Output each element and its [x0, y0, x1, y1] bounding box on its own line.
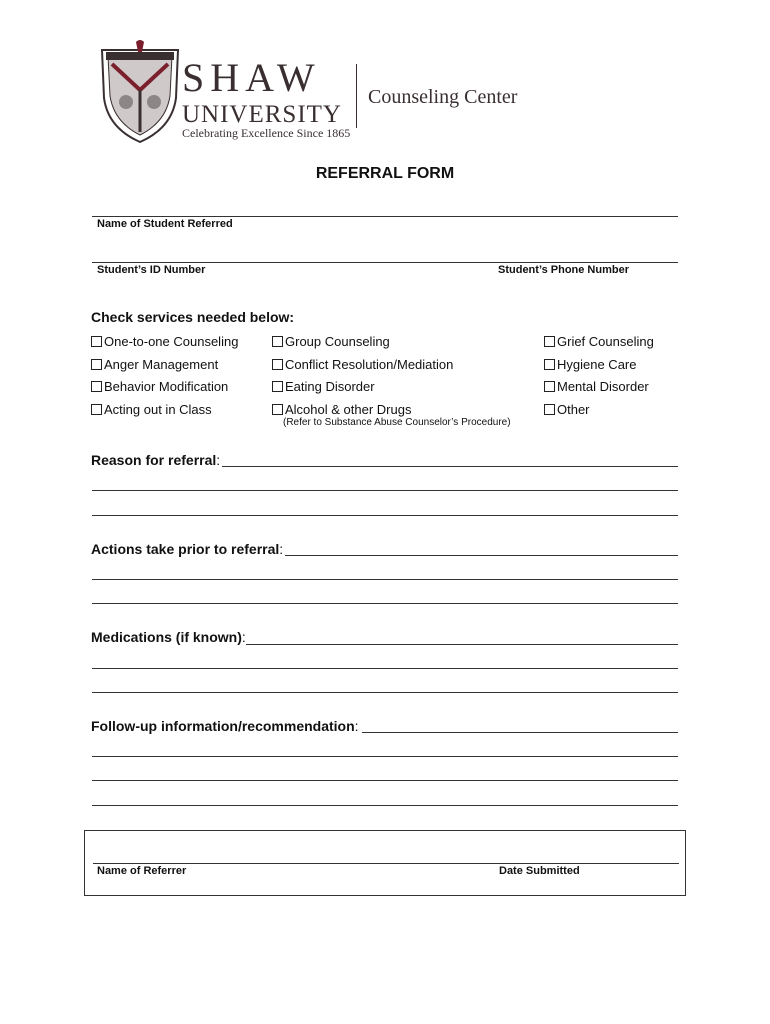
checkbox[interactable]	[91, 404, 102, 415]
checkbox[interactable]	[544, 359, 555, 370]
student-name-line	[92, 216, 678, 217]
service-option[interactable]: Hygiene Care	[544, 357, 637, 372]
checkbox[interactable]	[91, 359, 102, 370]
checkbox[interactable]	[272, 359, 283, 370]
followup-label: Follow-up information/recommendation:	[91, 718, 359, 734]
reason-line[interactable]	[92, 515, 678, 516]
actions-line[interactable]	[285, 555, 678, 556]
student-id-label: Student’s ID Number	[97, 264, 206, 276]
referrer-signature-line[interactable]	[93, 863, 679, 864]
followup-line[interactable]	[92, 780, 678, 781]
checkbox[interactable]	[91, 381, 102, 392]
university-name-line1: SHAW	[182, 55, 321, 100]
checkbox[interactable]	[544, 381, 555, 392]
medications-line[interactable]	[92, 668, 678, 669]
service-option[interactable]: Group Counseling	[272, 334, 390, 349]
reason-line[interactable]	[222, 466, 678, 467]
university-crest-icon	[98, 40, 182, 144]
checkbox[interactable]	[91, 336, 102, 347]
student-name-label: Name of Student Referred	[97, 218, 233, 230]
actions-line[interactable]	[92, 579, 678, 580]
university-name-line2: UNIVERSITY	[182, 101, 342, 128]
service-option[interactable]: Eating Disorder	[272, 379, 375, 394]
checkbox[interactable]	[272, 381, 283, 392]
referrer-name-label: Name of Referrer	[97, 865, 187, 877]
followup-line[interactable]	[92, 756, 678, 757]
service-option[interactable]: Grief Counseling	[544, 334, 654, 349]
service-option[interactable]: Mental Disorder	[544, 379, 649, 394]
service-option[interactable]: One-to-one Counseling	[91, 334, 238, 349]
service-option[interactable]: Other	[544, 402, 590, 417]
checkbox[interactable]	[272, 404, 283, 415]
department-name: Counseling Center	[368, 86, 518, 108]
logo-divider	[356, 64, 357, 128]
service-option[interactable]: Behavior Modification	[91, 379, 228, 394]
referrer-box	[84, 830, 686, 896]
substance-abuse-note: (Refer to Substance Abuse Counselor’s Procedure)	[283, 417, 511, 428]
medications-line[interactable]	[246, 644, 678, 645]
checkbox[interactable]	[544, 336, 555, 347]
university-tagline: Celebrating Excellence Since 1865	[182, 126, 351, 140]
student-id-line	[92, 262, 678, 263]
student-phone-label: Student’s Phone Number	[498, 264, 629, 276]
followup-line[interactable]	[92, 805, 678, 806]
service-option[interactable]: Acting out in Class	[91, 402, 212, 417]
followup-line[interactable]	[362, 732, 678, 733]
service-option[interactable]: Conflict Resolution/Mediation	[272, 357, 453, 372]
reason-label: Reason for referral:	[91, 452, 221, 468]
service-option[interactable]: Anger Management	[91, 357, 218, 372]
medications-label: Medications (if known):	[91, 629, 246, 645]
service-option[interactable]: Alcohol & other Drugs	[272, 402, 411, 417]
form-title: REFERRAL FORM	[315, 165, 455, 182]
actions-label: Actions take prior to referral:	[91, 541, 284, 557]
university-logo	[96, 38, 536, 148]
actions-line[interactable]	[92, 603, 678, 604]
date-submitted-label: Date Submitted	[499, 865, 580, 877]
checkbox[interactable]	[544, 404, 555, 415]
services-heading: Check services needed below:	[91, 309, 295, 325]
checkbox[interactable]	[272, 336, 283, 347]
reason-line[interactable]	[92, 490, 678, 491]
medications-line[interactable]	[92, 692, 678, 693]
